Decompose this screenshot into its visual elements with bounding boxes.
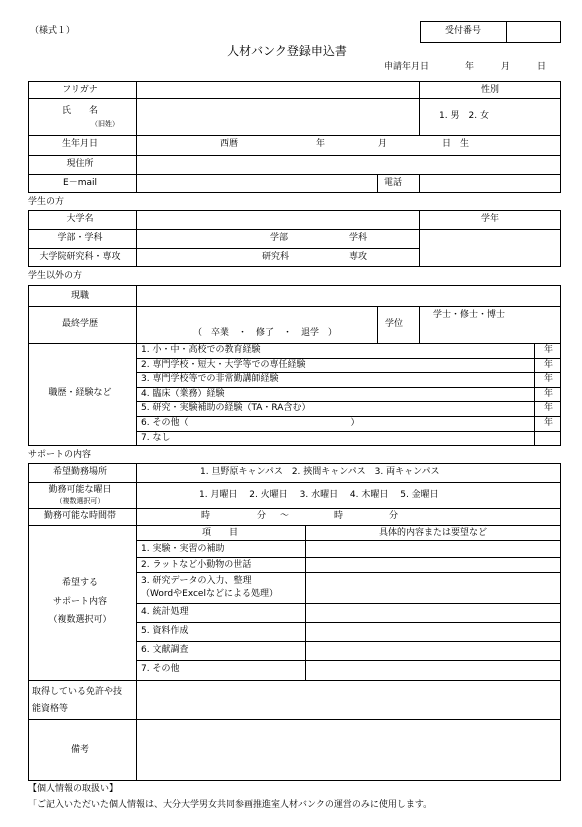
career-item[interactable]: 7. なし — [141, 433, 171, 443]
row-line — [136, 401, 561, 402]
career-year-unit: 年 — [544, 418, 554, 428]
major-unit: 専攻 — [349, 252, 368, 262]
row-line — [28, 680, 561, 681]
birth-date-label: 生年月日 — [61, 139, 99, 149]
support-section-heading: サポートの内容 — [28, 450, 92, 460]
address-label: 現住所 — [66, 159, 94, 169]
occupation-label: 現職 — [70, 291, 90, 301]
col-line — [377, 306, 378, 343]
birth-day: 日 生 — [442, 139, 470, 149]
location-options[interactable]: 1. 旦野原キャンパス 2. 挾間キャンパス 3. 両キャンパス — [200, 467, 440, 477]
email-field[interactable] — [138, 176, 375, 191]
row-line — [28, 135, 561, 136]
phone-field[interactable] — [421, 176, 559, 191]
birth-era: 西暦 — [220, 139, 239, 149]
occupation-field[interactable] — [138, 287, 559, 304]
col-line — [136, 210, 137, 267]
col-line — [136, 81, 137, 193]
license-label: 取得している免許や技 — [32, 687, 123, 697]
row-line — [419, 229, 561, 230]
col-line — [419, 81, 420, 135]
time-label: 勤務可能な時間帯 — [43, 511, 117, 521]
row-line — [136, 540, 561, 541]
desired-support-label: サポート内容 — [52, 597, 108, 607]
row-line — [28, 306, 561, 307]
row-line — [136, 387, 561, 388]
row-line — [28, 482, 561, 483]
row-line — [136, 372, 561, 373]
faculty-label: 学部・学科 — [57, 233, 103, 243]
furigana-field[interactable] — [138, 83, 417, 97]
row-line — [28, 155, 561, 156]
degree-options[interactable]: 学士・修士・博士 — [433, 310, 506, 320]
department-unit: 学科 — [349, 233, 368, 243]
license-field[interactable] — [138, 682, 559, 717]
degree-label: 学位 — [384, 319, 404, 329]
name-label: 氏 名 — [61, 106, 99, 116]
university-field[interactable] — [138, 212, 417, 227]
remarks-label: 備考 — [70, 745, 90, 755]
career-item[interactable]: 6. その他（ ） — [141, 418, 360, 428]
row-line — [136, 572, 561, 573]
career-year-unit: 年 — [544, 389, 554, 399]
privacy-text: 「ご記入いただいた個人情報は、大分大学男女共同参画推進室人材バンクの運営のみに使用します。 — [28, 800, 433, 810]
support-item[interactable]: 5. 資料作成 — [141, 626, 189, 636]
row-line — [28, 343, 561, 344]
time-start-min: 分 — [257, 511, 267, 521]
row-line — [136, 622, 561, 623]
support-item[interactable]: 3. 研究データの入力、整理 — [141, 576, 252, 586]
col-line — [419, 174, 420, 193]
weekday-label: 勤務可能な曜日 — [48, 485, 112, 495]
support-item-note: （WordやExcelなどによる処理） — [141, 589, 278, 599]
row-line — [136, 641, 561, 642]
row-line — [28, 508, 561, 509]
col-line — [136, 285, 137, 446]
form-style-label: （様式１） — [30, 26, 76, 36]
weekday-note: （複数選択可） — [55, 497, 105, 505]
career-item[interactable]: 1. 小・中・高校での教育経験 — [141, 345, 261, 355]
address-field[interactable] — [138, 157, 559, 172]
item-header: 項 目 — [201, 528, 239, 538]
grade-label: 学年 — [480, 214, 500, 224]
row-line — [136, 431, 561, 432]
desired-support-note: （複数選択可） — [48, 615, 112, 625]
graduate-school-unit: 研究科 — [262, 252, 290, 262]
gender-label: 性別 — [480, 85, 500, 95]
row-line — [136, 416, 561, 417]
privacy-heading: 【個人情報の取扱い】 — [28, 784, 119, 794]
support-item[interactable]: 7. その他 — [141, 664, 180, 674]
row-line — [28, 719, 561, 720]
support-item[interactable]: 4. 統計処理 — [141, 607, 189, 617]
time-end-min: 分 — [389, 511, 399, 521]
time-end-hour: 時 — [334, 511, 344, 521]
col-line — [377, 174, 378, 193]
career-item[interactable]: 3. 専門学校等での非常勤講師経験 — [141, 374, 279, 384]
university-label: 大学名 — [66, 214, 94, 224]
row-line — [28, 174, 561, 175]
name-field[interactable] — [138, 100, 417, 133]
faculty-unit: 学部 — [270, 233, 289, 243]
time-start-hour: 時 — [201, 511, 211, 521]
career-year-unit: 年 — [544, 360, 554, 370]
birth-year: 年 — [316, 139, 326, 149]
request-header: 具体的内容または要望など — [378, 528, 488, 538]
non-student-section-heading: 学生以外の方 — [28, 271, 83, 281]
education-options[interactable]: （ 卒業 ・ 修了 ・ 退学 ） — [193, 328, 338, 338]
row-line — [28, 229, 420, 230]
career-label: 職歴・経験など — [48, 388, 112, 398]
career-year-unit: 年 — [544, 374, 554, 384]
phone-label: 電話 — [383, 178, 403, 188]
desired-support-label: 希望する — [61, 578, 99, 588]
weekday-options[interactable]: 1. 月曜日 2. 火曜日 3. 水曜日 4. 木曜日 5. 金曜日 — [199, 490, 439, 500]
receipt-number-field[interactable] — [508, 24, 559, 40]
row-line — [136, 660, 561, 661]
support-item[interactable]: 1. 実験・実習の補助 — [141, 544, 225, 554]
career-item[interactable]: 4. 臨床（業務）経験 — [141, 389, 225, 399]
student-section-heading: 学生の方 — [28, 197, 65, 207]
row-line — [28, 248, 420, 249]
career-year-unit: 年 — [544, 403, 554, 413]
career-year-unit: 年 — [544, 345, 554, 355]
col-line — [419, 210, 420, 267]
education-label: 最終学歴 — [61, 319, 99, 329]
time-separator: ～ — [280, 511, 290, 521]
row-line — [28, 98, 561, 99]
email-label: E－mail — [63, 178, 97, 188]
row-line — [136, 358, 561, 359]
row-line — [136, 557, 561, 558]
support-item[interactable]: 6. 文献調査 — [141, 645, 189, 655]
career-item[interactable]: 2. 専門学校・短大・大学等での専任経験 — [141, 360, 306, 370]
support-item[interactable]: 2. ラットなど小動物の世話 — [141, 560, 252, 570]
row-line — [136, 603, 561, 604]
birth-month: 月 — [378, 139, 388, 149]
former-name-label: （旧姓） — [91, 120, 119, 128]
graduate-label: 大学院研究科・専攻 — [39, 252, 121, 262]
career-item[interactable]: 5. 研究・実験補助の経験（TA・RA含む） — [141, 403, 311, 413]
license-label: 能資格等 — [32, 704, 69, 714]
col-line — [419, 306, 420, 343]
receipt-divider — [506, 21, 507, 43]
row-line — [28, 525, 561, 526]
remarks-field[interactable] — [138, 721, 559, 779]
gender-options[interactable]: 1. 男 2. 女 — [439, 111, 489, 121]
location-label: 希望勤務場所 — [52, 467, 108, 477]
receipt-number-label: 受付番号 — [444, 26, 482, 36]
furigana-label: フリガナ — [62, 85, 98, 95]
application-date: 申請年月日 年 月 日 — [384, 62, 547, 72]
page-title: 人材バンク登録申込書 — [227, 44, 347, 58]
